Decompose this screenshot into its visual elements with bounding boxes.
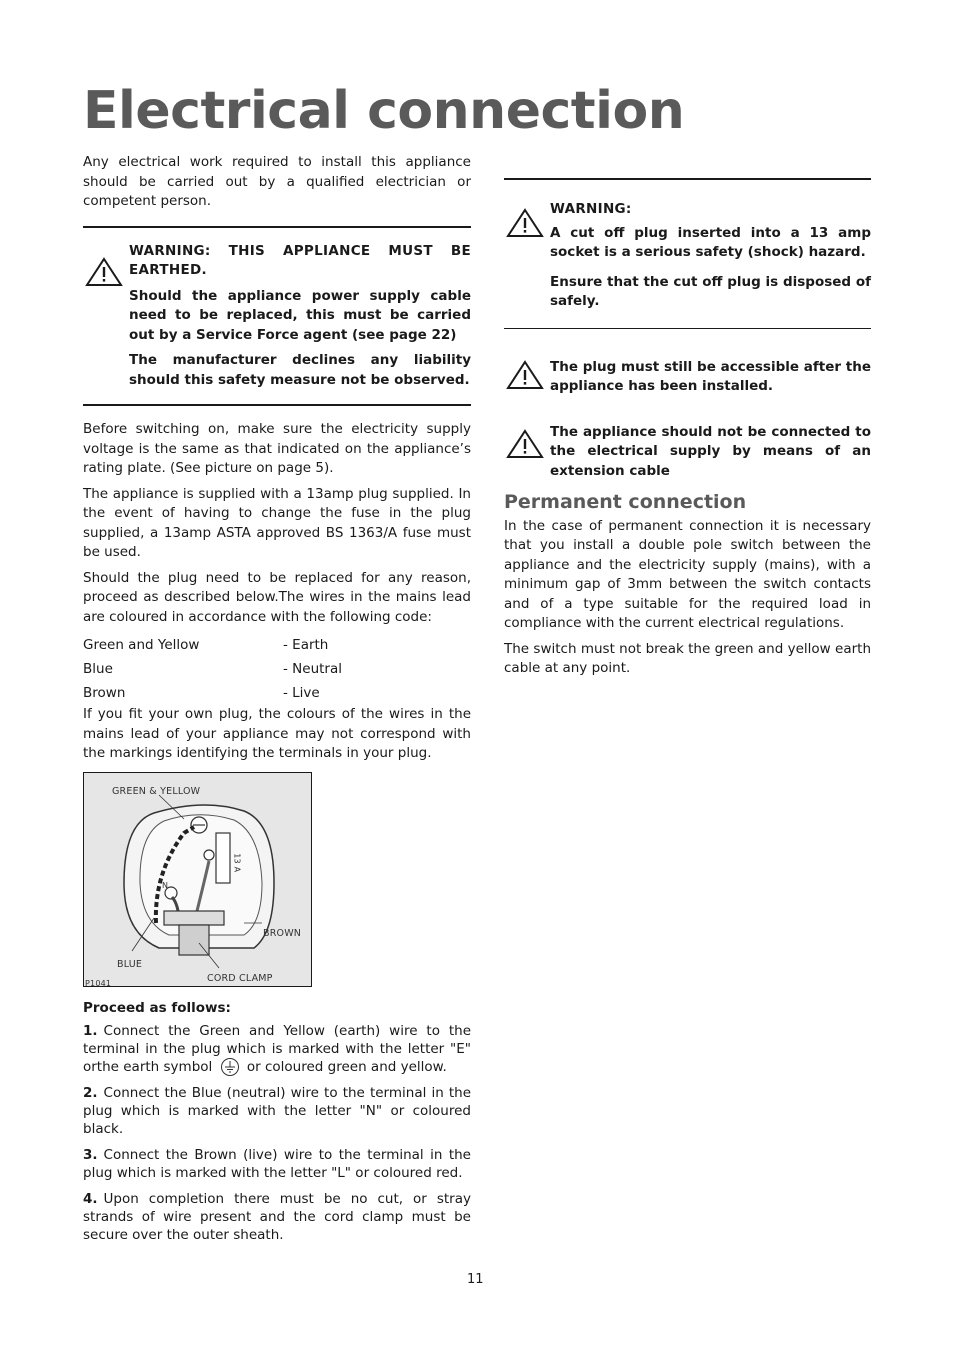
step-text: Connect the Blue (neutral) wire to the terminal in the plug which is marked with the letter "N" or coloured black. xyxy=(83,1085,471,1137)
step-text: Upon completion there must be no cut, or stray strands of wire present and the cord clamp must be secure over the outer sheath. xyxy=(83,1191,471,1243)
step-number: 1. xyxy=(83,1023,98,1039)
wire-colour: Brown xyxy=(83,685,126,701)
label-blue: BLUE xyxy=(117,958,143,970)
page-title: Electrical connection xyxy=(83,81,685,141)
divider xyxy=(83,226,471,228)
page-number: 11 xyxy=(467,1272,484,1287)
wire-row-earth xyxy=(83,633,471,657)
permanent-connection-paragraph-1: In the case of permanent connection it is necessary that you install a double pole switch between the appliance and the electricity supply (mains), with a minimum gap of 3mm between the switch contacts and of a type suitable for the required load in compliance with the current electrical regulations. xyxy=(504,517,871,631)
voltage-paragraph: Before switching on, make sure the electricity supply voltage is the same as that indicated on the appliance’s rating plate. (See picture on page 5). xyxy=(83,421,471,476)
step-number: 3. xyxy=(83,1147,98,1163)
warning-earthed-text-2: The manufacturer declines any liability should this safety measure not be observed. xyxy=(129,352,471,388)
step-text: or coloured green and yellow. xyxy=(246,1059,447,1075)
right-column xyxy=(504,178,871,685)
fuse-paragraph: The appliance is supplied with a 13amp plug supplied. In the event of having to change the fuse in the plug supplied, a 13amp ASTA approved BS 1363/A fuse must be used. xyxy=(83,485,471,560)
permanent-connection-paragraph-2: The switch must not break the green and yellow earth cable at any point. xyxy=(504,640,871,676)
warning-triangle-icon xyxy=(506,360,544,390)
wire-colour: Green and Yellow xyxy=(83,637,200,653)
label-fuse: 13 A xyxy=(232,852,242,872)
left-column xyxy=(83,153,471,1252)
warning-earthed-text-1: Should the appliance power supply cable need to be replaced, this must be carried out by a Service Force agent (see page 22) xyxy=(129,287,471,343)
warning-plug-accessible xyxy=(504,358,871,397)
wire-colour: Blue xyxy=(83,661,113,677)
wire-row-live xyxy=(83,681,471,705)
warning-earthed xyxy=(83,242,471,391)
replace-plug-paragraph: Should the plug need to be replaced for any reason, proceed as described below.The wires in the mains lead are coloured in accordance with the following code: xyxy=(83,569,471,625)
intro-paragraph: Any electrical work required to install this appliance should be carried out by a qualified electrician or competent person. xyxy=(83,154,471,209)
wire-row-neutral xyxy=(83,657,471,681)
proceed-heading: Proceed as follows: xyxy=(83,999,231,1016)
warning-earthed-heading: WARNING: THIS APPLIANCE MUST BE EARTHED. xyxy=(129,242,471,278)
wire-colour-table xyxy=(83,633,471,705)
label-brown: BROWN xyxy=(263,927,302,939)
step-text: Connect the Green and Yellow (earth) wire to the terminal in the plug which is marked with the letter "E" orthe earth symbol xyxy=(83,1023,471,1075)
step-1 xyxy=(83,1022,471,1076)
wire-role: - Neutral xyxy=(283,661,342,677)
step-number: 2. xyxy=(83,1085,98,1101)
warning-plug-accessible-text: The plug must still be accessible after the appliance has been installed. xyxy=(550,358,871,394)
warning-triangle-icon xyxy=(85,257,123,287)
own-plug-paragraph: If you fit your own plug, the colours of the wires in the mains lead of your appliance may not correspond with the markings identifying the terminals in your plug. xyxy=(83,706,471,761)
step-2 xyxy=(83,1084,471,1138)
label-cord-clamp: CORD CLAMP xyxy=(207,972,273,984)
warning-cut-off-text-2: Ensure that the cut off plug is disposed of safely. xyxy=(550,273,871,309)
warning-triangle-icon xyxy=(506,208,544,238)
divider xyxy=(83,404,471,406)
warning-no-extension-text: The appliance should not be connected to the electrical supply by means of an extension cable xyxy=(550,423,871,479)
permanent-connection-heading: Permanent connection xyxy=(504,491,747,513)
step-3 xyxy=(83,1146,471,1182)
label-n: N xyxy=(162,880,169,890)
warning-triangle-icon xyxy=(506,429,544,459)
wire-role: - Live xyxy=(283,685,320,701)
warning-heading: WARNING: xyxy=(550,201,632,217)
wire-role: - Earth xyxy=(283,637,329,653)
steps-list xyxy=(83,1022,471,1244)
warning-no-extension xyxy=(504,423,871,482)
earth-symbol-icon xyxy=(221,1058,239,1076)
step-number: 4. xyxy=(83,1191,98,1207)
divider xyxy=(504,328,871,329)
warning-cut-off-plug xyxy=(504,200,871,312)
label-green-yellow: GREEN & YELLOW xyxy=(112,785,201,797)
figure-id: P1041 xyxy=(85,978,112,988)
divider xyxy=(504,178,871,180)
plug-wiring-diagram xyxy=(83,772,312,987)
step-text: Connect the Brown (live) wire to the terminal in the plug which is marked with the letter "L" or coloured red. xyxy=(83,1147,471,1181)
step-4 xyxy=(83,1190,471,1244)
warning-cut-off-text-1: A cut off plug inserted into a 13 amp socket is a serious safety (shock) hazard. xyxy=(550,224,871,260)
